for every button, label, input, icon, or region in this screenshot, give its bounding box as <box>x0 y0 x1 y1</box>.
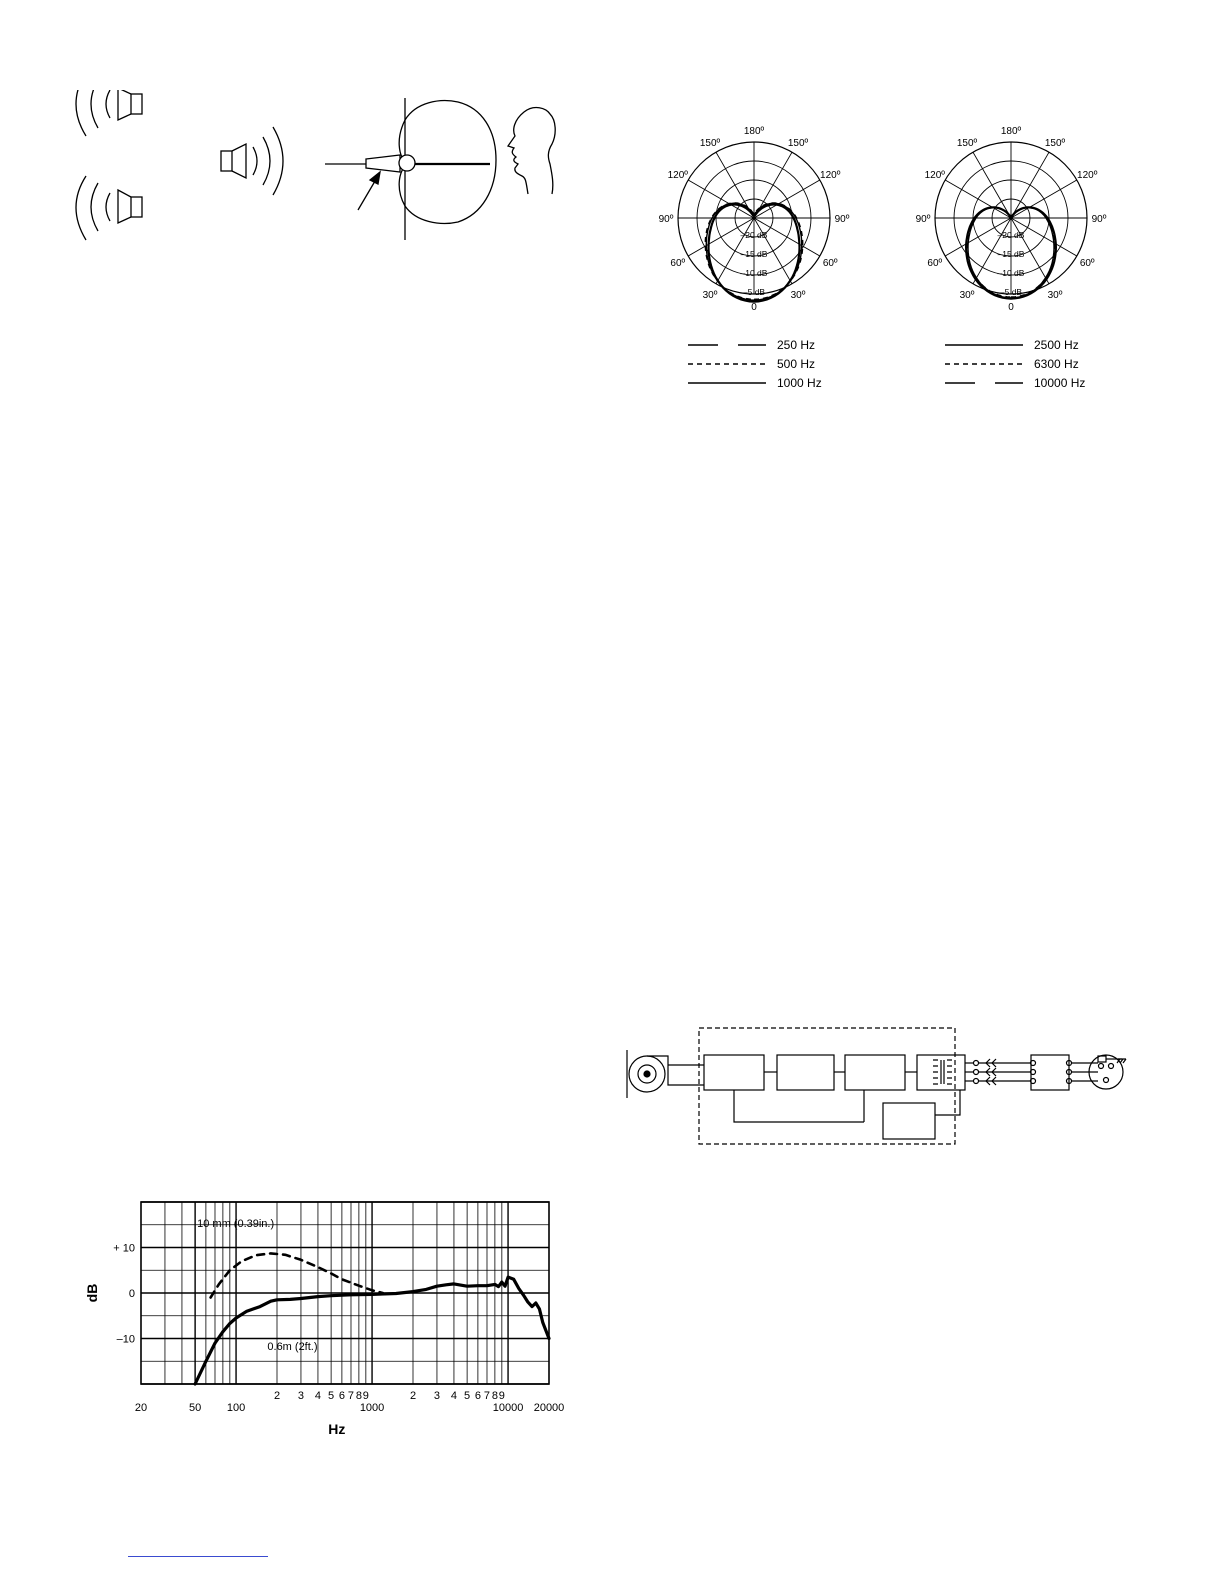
x-tick-label: 7 <box>347 1390 355 1402</box>
series-label: 10 mm (0.39in.) <box>197 1218 275 1231</box>
y-tick-label: –10 <box>116 1333 135 1346</box>
xlr-connector-icon <box>1067 1055 1127 1089</box>
speaker-icon <box>76 176 142 240</box>
x-tick-label: 50 <box>188 1402 202 1414</box>
polar-db-label: –20 dB <box>997 230 1025 240</box>
x-tick-label: 4 <box>450 1390 458 1402</box>
speaker-icon <box>221 127 283 195</box>
polar-angle-label: 60º <box>1079 258 1095 269</box>
polar-pattern-high <box>887 108 1137 398</box>
x-tick-label: 100 <box>226 1402 246 1414</box>
y-tick-label: + 10 <box>113 1242 135 1255</box>
circuit-block <box>704 1055 764 1090</box>
proximity-illustration <box>60 90 580 250</box>
circuit-block <box>845 1055 905 1090</box>
polar-angle-label: 30º <box>959 290 975 302</box>
circuit-block <box>883 1103 935 1139</box>
polar-angle-label: 0 <box>1008 302 1014 313</box>
block-diagram-svg <box>620 1020 1140 1155</box>
polar-db-label: –20 dB <box>740 230 768 240</box>
polar-angle-label: 90º <box>915 214 931 225</box>
legend-label: 6300 Hz <box>1034 357 1079 371</box>
x-tick-label: 5 <box>464 1390 471 1402</box>
y-axis-label: dB <box>84 1283 100 1303</box>
x-tick-label: 7 <box>483 1390 491 1402</box>
polar-db-label: –15 dB <box>740 249 768 259</box>
x-axis-label: Hz <box>328 1421 346 1437</box>
legend-label: 1000 Hz <box>777 376 822 390</box>
polar-pattern-low <box>630 108 880 398</box>
polar-angle-label: 120º <box>924 170 945 181</box>
polar-angle-label: 120º <box>667 170 688 181</box>
x-tick-label: 8 <box>355 1390 362 1402</box>
legend-label: 250 Hz <box>777 338 816 352</box>
polar-grid-spoke <box>688 180 754 218</box>
polar-angle-label: 120º <box>1077 170 1098 181</box>
polar-angle-label: 60º <box>927 258 943 269</box>
frequency-response-chart <box>76 1188 586 1438</box>
polar-angle-label: 30º <box>1047 290 1063 302</box>
polar-angle-label: 120º <box>820 170 841 181</box>
y-tick-label: 0 <box>128 1288 135 1300</box>
polar-angle-label: 150º <box>787 137 809 149</box>
polar-angle-label: 150º <box>1044 137 1066 149</box>
polar-angle-label: 150º <box>956 137 978 149</box>
x-tick-label: 3 <box>297 1390 305 1402</box>
polar-db-label: –15 dB <box>997 249 1025 259</box>
bottom-link-underline <box>128 1556 268 1557</box>
polar-angle-label: 60º <box>670 258 686 269</box>
polar-angle-label: 30º <box>790 290 806 302</box>
polar-angle-label: 150º <box>699 137 721 149</box>
x-tick-label: 2 <box>409 1390 417 1402</box>
proximity-illustration-svg <box>60 90 580 250</box>
connector-pins <box>965 1059 1036 1085</box>
x-tick-label: 20 <box>134 1402 148 1414</box>
polar-angle-label: 90º <box>658 214 674 225</box>
polar-db-label: –5 dB <box>742 287 766 297</box>
x-tick-label: 8 <box>491 1390 498 1402</box>
x-tick-label: 6 <box>474 1390 481 1402</box>
x-tick-label: 10000 <box>492 1402 524 1414</box>
x-tick-label: 20000 <box>533 1402 565 1414</box>
head-icon <box>508 108 555 194</box>
polar-angle-label: 30º <box>702 290 718 302</box>
x-tick-label: 5 <box>328 1390 335 1402</box>
series-label: 0.6m (2ft.) <box>267 1340 318 1353</box>
legend-label: 10000 Hz <box>1034 376 1086 390</box>
x-tick-label: 9 <box>362 1390 369 1402</box>
polar-chart-high <box>887 108 1137 398</box>
polar-angle-label: 90º <box>1091 214 1107 225</box>
polar-db-label: –10 dB <box>997 268 1025 278</box>
polar-angle-label: 60º <box>822 258 838 269</box>
polar-grid-spoke <box>754 180 820 218</box>
x-tick-label: 9 <box>498 1390 505 1402</box>
x-tick-label: 2 <box>273 1390 281 1402</box>
legend-label: 500 Hz <box>777 357 816 371</box>
x-tick-label: 4 <box>314 1390 322 1402</box>
frequency-response-svg <box>76 1188 586 1438</box>
polar-angle-label: 0 <box>751 302 757 313</box>
circuit-block <box>777 1055 834 1090</box>
x-tick-label: 3 <box>433 1390 441 1402</box>
polar-angle-label: 180º <box>1000 126 1022 137</box>
x-tick-label: 1000 <box>359 1402 385 1414</box>
polar-angle-label: 90º <box>834 214 850 225</box>
transformer-icon <box>933 1060 952 1084</box>
polar-angle-label: 180º <box>743 126 765 137</box>
legend-label: 2500 Hz <box>1034 338 1079 352</box>
x-tick-label: 6 <box>338 1390 345 1402</box>
microphone-icon <box>366 155 415 172</box>
polar-db-label: –5 dB <box>999 287 1023 297</box>
block-diagram <box>620 1020 1140 1155</box>
cable-block <box>1031 1055 1069 1090</box>
polar-chart-low <box>630 108 880 398</box>
capsule-icon <box>627 1050 704 1098</box>
speaker-icon <box>76 90 142 136</box>
polar-db-label: –10 dB <box>740 268 768 278</box>
